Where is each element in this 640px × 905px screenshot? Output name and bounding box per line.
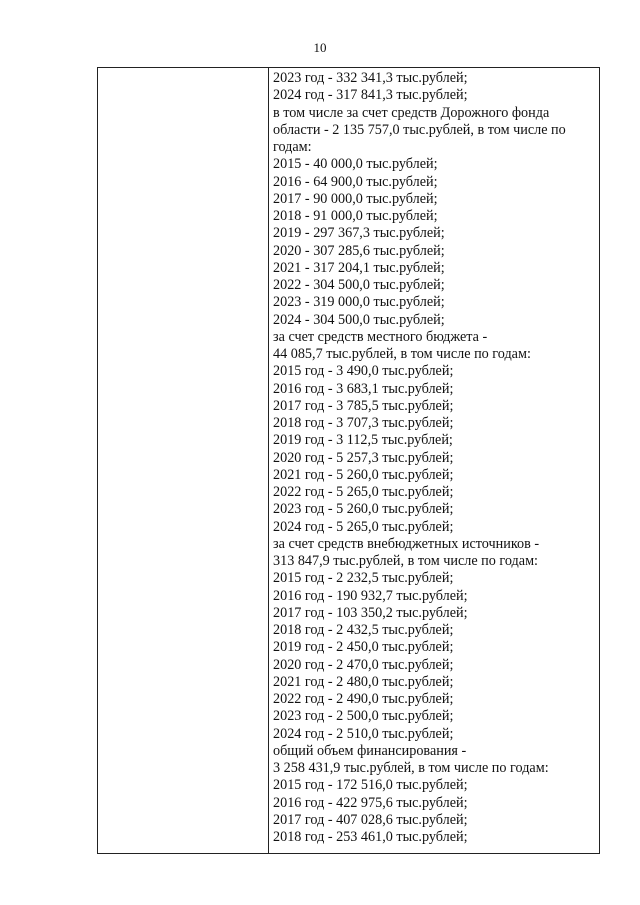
financing-line: 2021 год - 2 480,0 тыс.рублей; [273, 673, 454, 690]
financing-line: 2018 год - 3 707,3 тыс.рублей; [273, 415, 454, 431]
financing-line: 2019 год - 2 450,0 тыс.рублей; [273, 639, 454, 656]
financing-line: за счет средств местного бюджета - [273, 328, 488, 345]
financing-line: 2023 - 319 000,0 тыс.рублей; [273, 294, 445, 311]
financing-line: 2023 год - 2 500,0 тыс.рублей; [273, 708, 454, 725]
financing-line: 2022 - 304 500,0 тыс.рублей; [273, 277, 445, 293]
financing-line: за счет средств внебюджетных источников - [273, 535, 540, 552]
financing-line: 2015 - 40 000,0 тыс.рублей; [273, 156, 438, 173]
financing-line: 2016 год - 3 683,1 тыс.рублей; [273, 380, 454, 397]
financing-line: 3 258 431,9 тыс.рублей, в том числе по годам: [273, 760, 549, 776]
financing-line: 2024 год - 2 510,0 тыс.рублей; [273, 725, 454, 742]
financing-line: 2018 год - 2 432,5 тыс.рублей; [273, 622, 454, 638]
financing-table [97, 67, 600, 854]
financing-line: 2017 год - 103 350,2 тыс.рублей; [273, 604, 468, 621]
financing-line: годам: [273, 139, 312, 155]
financing-line: 2024 - 304 500,0 тыс.рублей; [273, 311, 445, 328]
financing-line: 2020 год - 5 257,3 тыс.рублей; [273, 449, 454, 466]
financing-line: 2017 год - 407 028,6 тыс.рублей; [273, 811, 468, 828]
financing-line: 2024 год - 5 265,0 тыс.рублей; [273, 518, 454, 535]
financing-line: 2022 год - 5 265,0 тыс.рублей; [273, 484, 454, 500]
financing-line: 2019 год - 3 112,5 тыс.рублей; [273, 432, 453, 449]
financing-line: 2018 - 91 000,0 тыс.рублей; [273, 208, 438, 224]
page-number: 10 [313, 40, 327, 55]
financing-line: в том числе за счет средств Дорожного фонда [273, 104, 550, 121]
financing-line: 2017 год - 3 785,5 тыс.рублей; [273, 397, 454, 414]
financing-line: 2023 год - 332 341,3 тыс.рублей; [273, 70, 468, 86]
table-right-cell [269, 68, 599, 853]
financing-line: 44 085,7 тыс.рублей, в том числе по годам: [273, 346, 531, 362]
table-left-cell [98, 68, 269, 853]
financing-line: общий объем финансирования - [273, 742, 467, 759]
financing-line: 2021 - 317 204,1 тыс.рублей; [273, 259, 445, 276]
financing-line: 2019 - 297 367,3 тыс.рублей; [273, 225, 445, 242]
financing-line: 2022 год - 2 490,0 тыс.рублей; [273, 691, 454, 707]
financing-line: 2021 год - 5 260,0 тыс.рублей; [273, 466, 454, 483]
financing-line: 2017 - 90 000,0 тыс.рублей; [273, 190, 438, 207]
financing-line: 2015 год - 172 516,0 тыс.рублей; [273, 777, 468, 794]
financing-line: 313 847,9 тыс.рублей, в том числе по годам: [273, 553, 538, 569]
financing-line: 2020 - 307 285,6 тыс.рублей; [273, 242, 445, 259]
financing-line: 2020 год - 2 470,0 тыс.рублей; [273, 656, 454, 673]
financing-line: 2024 год - 317 841,3 тыс.рублей; [273, 87, 468, 104]
financing-line: 2015 год - 2 232,5 тыс.рублей; [273, 570, 454, 587]
financing-line: 2018 год - 253 461,0 тыс.рублей; [273, 829, 468, 845]
financing-line: 2023 год - 5 260,0 тыс.рублей; [273, 501, 454, 518]
financing-line: 2015 год - 3 490,0 тыс.рублей; [273, 363, 454, 380]
financing-line: 2016 - 64 900,0 тыс.рублей; [273, 173, 438, 190]
financing-line: 2016 год - 190 932,7 тыс.рублей; [273, 587, 468, 604]
financing-line: области - 2 135 757,0 тыс.рублей, в том числе по [273, 121, 566, 138]
financing-line: 2016 год - 422 975,6 тыс.рублей; [273, 794, 468, 811]
